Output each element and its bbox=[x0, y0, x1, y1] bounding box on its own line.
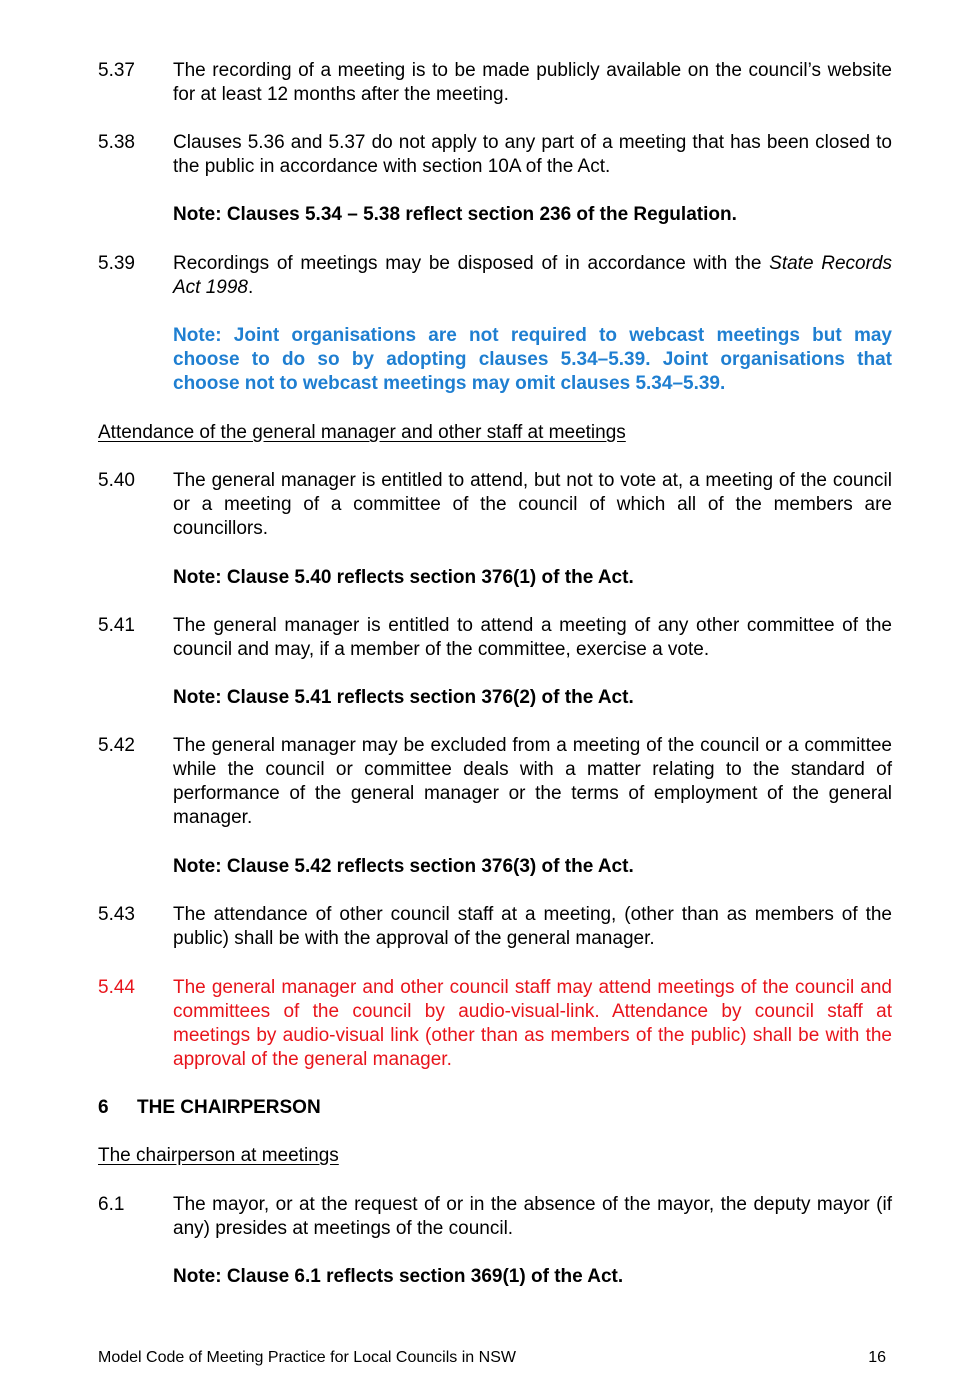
footer-title: Model Code of Meeting Practice for Local Councils in NSW bbox=[98, 1349, 516, 1366]
clause-number: 5.38 bbox=[98, 132, 135, 153]
clause-text: The mayor, or at the request of or in the absence of the mayor, the deputy mayor (if any) presides at meetings of the council. bbox=[173, 1194, 892, 1239]
clause-number: 5.39 bbox=[98, 253, 135, 274]
page-number: 16 bbox=[868, 1349, 886, 1366]
clause-number: 5.37 bbox=[98, 60, 135, 81]
section-title: THE CHAIRPERSON bbox=[137, 1097, 321, 1118]
note-6-1: Note: Clause 6.1 reflects section 369(1) of the Act. bbox=[173, 1266, 624, 1287]
section-number: 6 bbox=[98, 1097, 109, 1118]
clause-number: 5.43 bbox=[98, 904, 135, 925]
subheading-chairperson: The chairperson at meetings bbox=[98, 1145, 339, 1166]
clause-number: 5.44 bbox=[98, 977, 135, 998]
act-title-italic: State Records Act 1998 bbox=[173, 253, 892, 298]
note-5-41: Note: Clause 5.41 reflects section 376(2) of the Act. bbox=[173, 687, 634, 708]
section-heading bbox=[98, 1096, 321, 1120]
clause-text: The recording of a meeting is to be made publicly available on the council’s website for at least 12 months after the meeting. bbox=[173, 60, 892, 105]
note-5-38: Note: Clauses 5.34 – 5.38 reflect section 236 of the Regulation. bbox=[173, 204, 737, 225]
clause-text: The general manager is entitled to attend, but not to vote at, a meeting of the council or a meeting of a committee of the council of which all of the members are councillors. bbox=[173, 470, 892, 539]
clause-number: 5.42 bbox=[98, 735, 135, 756]
clause-number: 5.40 bbox=[98, 470, 135, 491]
subheading-attendance: Attendance of the general manager and other staff at meetings bbox=[98, 422, 626, 443]
clause-text: The general manager may be excluded from a meeting of the council or a committee while the council or committee deals with a matter relating to the standard of performance of the general manager or the terms of employment of the general manager. bbox=[173, 735, 892, 828]
clause-number: 5.41 bbox=[98, 615, 135, 636]
clause-text: Clauses 5.36 and 5.37 do not apply to any part of a meeting that has been closed to the public in accordance with section 10A of the Act. bbox=[173, 132, 892, 177]
clause-text: The general manager and other council staff may attend meetings of the council and committees of the council by audio-visual-link. Attendance by council staff at meetings by audio-visual link (other than as members of the public) shall be with the approval of the general manager. bbox=[173, 977, 892, 1070]
clause-number: 6.1 bbox=[98, 1194, 125, 1215]
clause-text bbox=[173, 252, 892, 300]
note-5-40: Note: Clause 5.40 reflects section 376(1) of the Act. bbox=[173, 567, 634, 588]
note-joint-organisations: Note: Joint organisations are not required to webcast meetings but may choose to do so by adopting clauses 5.34–5.39. Joint organisations that choose not to webcast meetings may omit clauses 5.34–5.39. bbox=[173, 325, 892, 394]
note-5-42: Note: Clause 5.42 reflects section 376(3) of the Act. bbox=[173, 856, 634, 877]
clause-text-post: . bbox=[248, 277, 254, 298]
clause-text: The attendance of other council staff at a meeting, (other than as members of the public) shall be with the approval of the general manager. bbox=[173, 904, 892, 949]
clause-text: The general manager is entitled to attend a meeting of any other committee of the council and may, if a member of the committee, exercise a vote. bbox=[173, 615, 892, 660]
clause-text-pre: Recordings of meetings may be disposed of in accordance with the bbox=[173, 253, 770, 274]
